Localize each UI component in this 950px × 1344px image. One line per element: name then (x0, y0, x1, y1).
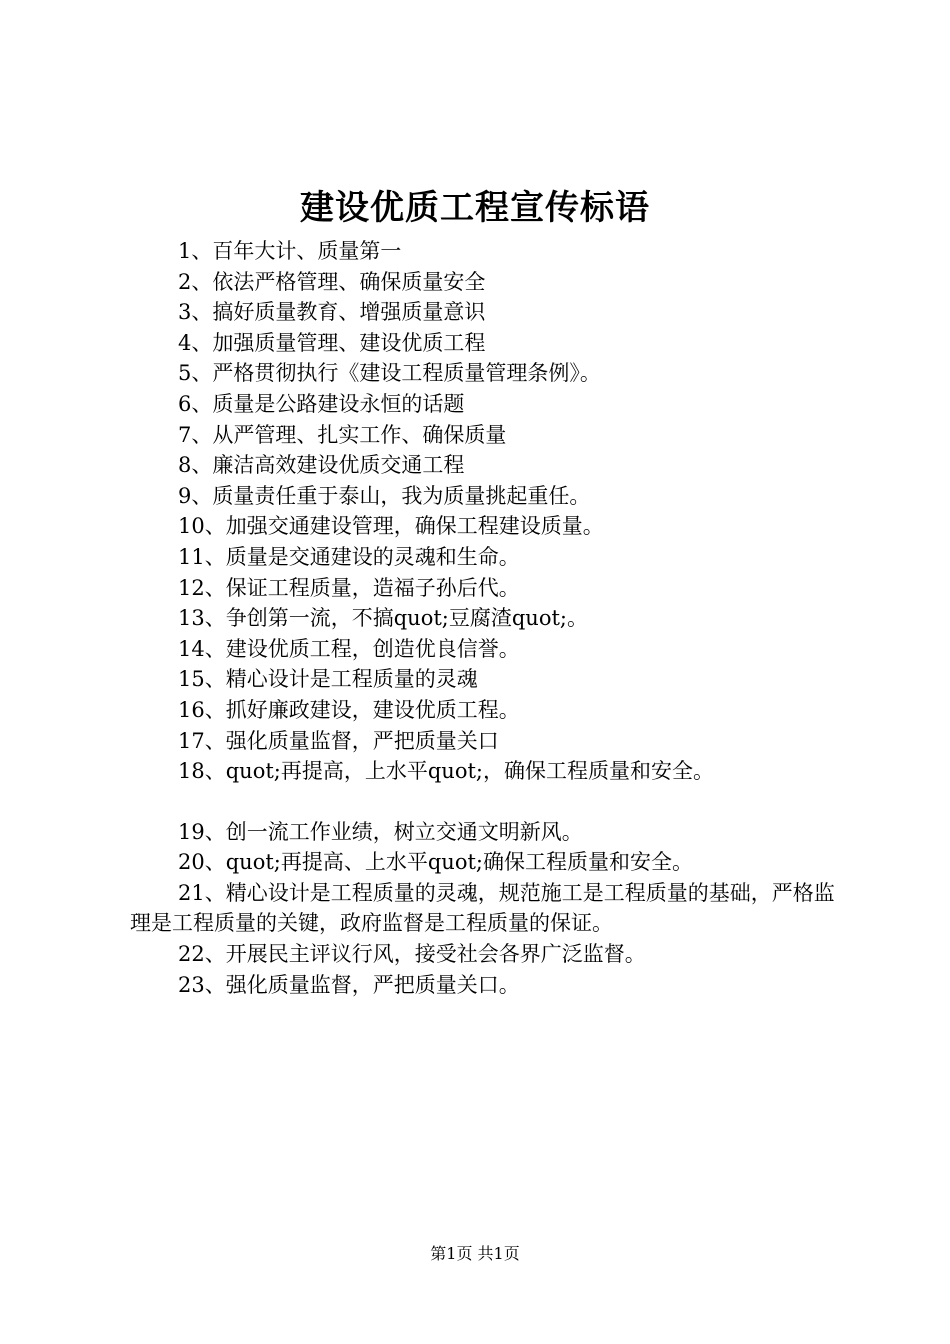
list-item: 18、quot;再提高，上水平quot;，确保工程质量和安全。 (178, 759, 714, 784)
list-item: 10、加强交通建设管理，确保工程建设质量。 (178, 514, 604, 539)
list-item: 13、争创第一流，不搞quot;豆腐渣quot;。 (178, 606, 588, 631)
slogan-list (130, 236, 840, 1000)
list-item: 1、百年大计、质量第一 (178, 239, 402, 263)
list-item: 7、从严管理、扎实工作、确保质量 (178, 422, 507, 447)
list-item: 19、创一流工作业绩，树立交通文明新风。 (178, 819, 583, 844)
list-item: 3、搞好质量教育、增强质量意识 (178, 300, 486, 325)
list-item: 20、quot;再提高、上水平quot;确保工程质量和安全。 (178, 850, 693, 875)
list-item: 17、强化质量监督，严把质量关口 (178, 728, 499, 753)
paragraph-gap (130, 787, 840, 817)
list-item: 15、精心设计是工程质量的灵魂 (178, 667, 478, 692)
list-item: 14、建设优质工程，创造优良信誉。 (178, 636, 520, 661)
page-footer: 第1页 共1页 (430, 1244, 520, 1263)
list-item: 23、强化质量监督，严把质量关口。 (178, 972, 520, 997)
list-item: 21、精心设计是工程质量的灵魂，规范施工是工程质量的基础，严格监理是工程质量的关键，政府监督是工程质量的保证。 (130, 880, 835, 936)
list-item: 22、开展民主评议行风，接受社会各界广泛监督。 (178, 942, 646, 967)
list-item: 12、保证工程质量，造福子孙后代。 (178, 575, 520, 600)
document-title: 建设优质工程宣传标语 (300, 188, 650, 228)
list-item: 5、严格贯彻执行《建设工程质量管理条例》。 (178, 361, 601, 386)
list-item: 8、廉洁高效建设优质交通工程 (178, 453, 465, 478)
list-item: 16、抓好廉政建设，建设优质工程。 (178, 697, 520, 722)
list-item: 11、质量是交通建设的灵魂和生命。 (178, 544, 520, 569)
list-item: 6、质量是公路建设永恒的话题 (178, 391, 465, 416)
list-item: 2、依法严格管理、确保质量安全 (178, 269, 486, 294)
list-item: 4、加强质量管理、建设优质工程 (178, 330, 486, 355)
list-item: 9、质量责任重于泰山，我为质量挑起重任。 (178, 483, 591, 508)
